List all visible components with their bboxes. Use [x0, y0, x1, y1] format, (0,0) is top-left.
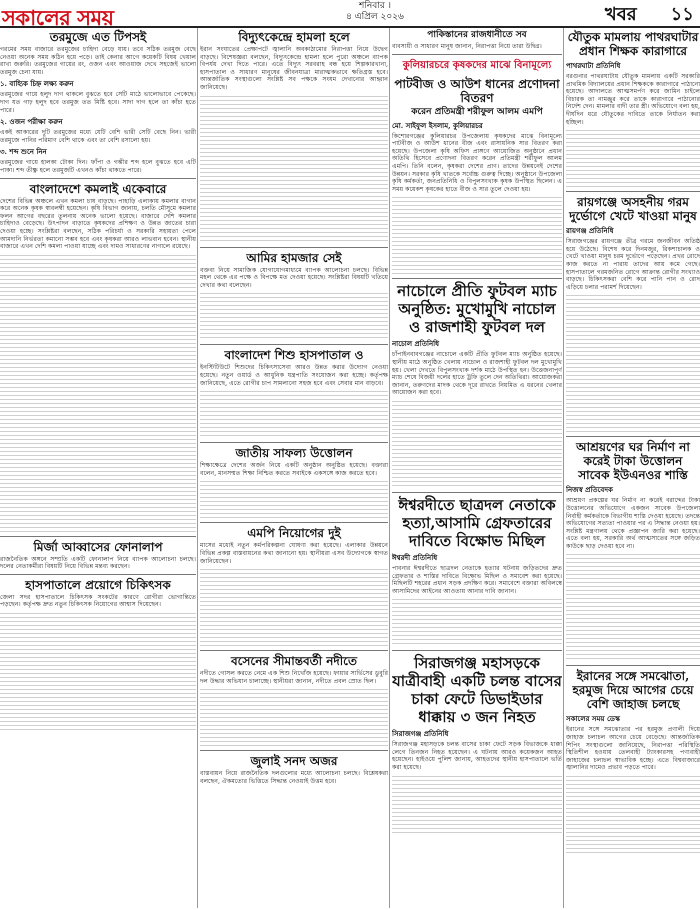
- dateline-date: ৪ এপ্রিল ২০২৬: [346, 12, 404, 22]
- article-body: দেশের বিভিন্ন অঞ্চলে এখন কমলা চাষ বাড়ছে। পাহাড়ি এলাকায় কমলার বাগান করে অনেক কৃষক স্বাবলম্বী হয়েছেন। কৃষি বিভাগ জানায়, চলতি মৌসুমে কমলার ফলন আগের বছরের তুলনায় অনেক ভালো হয়েছে। বাজারে দেশি কমলার চাহিদাও বেড়েছে। উৎপাদন বাড়াতে কৃষকদের প্রশিক্ষণ ও উন্নত জাতের চারা দেওয়া হচ্ছে। সংশ্লিষ্টরা বলছেন, সঠিক পরিচর্যা ও সরকারি সহায়তা পেলে আমদানি নির্ভরতা কমানো সম্ভব হবে এবং কৃষকরা আরও লাভবান হবেন। স্থানীয় বাজারে এখন দেশি কমলা পাওয়া যাচ্ছে এবং দামও সাধারণের নাগালে রয়েছে।: [0, 197, 196, 251]
- article-text-block: [566, 128, 700, 188]
- headline[interactable]: সিরাজগঞ্জ মহাসড়কে যাত্রীবাহী একটি চলন্ত বাসের চাকা ফেটে ডিভাইডার ধাক্কায় ৩ জন নিহত: [392, 654, 562, 727]
- article-body: ইরানের সঙ্গে সমঝোতার পর হরমুজ প্রণালী দিয়ে জাহাজ চলাচল আগের চেয়ে বেড়েছে। আন্তর্জাতিক শিপিং সংস্থাগুলো জানিয়েছে, নিরাপত্তা পরিস্থিতি স্থিতিশীল হওয়ায় তেলবাহী ট্যাংকারসহ পণ্যবাহী জাহাজের চলাচল স্বাভাবিক হচ্ছে। এতে বিশ্ববাজারে জ্বালানির দামেও প্রভাব পড়তে পারে।: [566, 726, 700, 772]
- article-body: একই আকারের দুটি তরমুজের মধ্যে যেটি বেশি ভারী সেটি বেছে নিন। ভারী তরমুজে পানির পরিমাণ বেশি থাকে এবং তা বেশি রসালো হয়।: [0, 129, 196, 144]
- section-label: [605, 0, 694, 31]
- article-body: নদীতে গোসল করতে নেমে এক শিশু নিখোঁজ হয়েছে। ফায়ার সার্ভিসের ডুবুরি দল উদ্ধার অভিযান চালাচ্ছে। স্থানীয়রা জানান, নদীতে প্রবল স্রোত ছিল।: [200, 670, 388, 685]
- column-4: [566, 28, 700, 908]
- article-body: কিশোরগঞ্জের কুলিয়ারচর উপজেলায় কৃষকদের মাঝে বিনামূল্যে পাটবীজ ও আউশ ধানের বীজ এবং রাসায়নিক সার বিতরণ করা হয়েছে। উপজেলা কৃষি অফিস প্রাঙ্গণে আয়োজিত অনুষ্ঠানে প্রধান অতিথি হিসেবে প্রণোদনা বিতরণ করেন প্রতিমন্ত্রী শরীফুল আলম এমপি। তিনি বলেন, কৃষকরা দেশের প্রাণ। তাদের উন্নয়নেই দেশের উন্নয়ন। সরকার কৃষি খাতকে সর্বোচ্চ গুরুত্ব দিচ্ছে। অনুষ্ঠানে উপজেলা কৃষি কর্মকর্তা, জনপ্রতিনিধি ও বিপুলসংখ্যক কৃষক উপস্থিত ছিলেন। এ সময় কয়েকশ কৃষকের হাতে বীজ ও সার তুলে দেওয়া হয়।: [392, 132, 562, 193]
- article-text-block: [200, 567, 388, 647]
- article-text-block: [392, 399, 562, 489]
- newspaper-logo: সকালের সময়: [2, 5, 114, 30]
- subhead: ৩. শব্দ শুনে নিন: [0, 147, 47, 157]
- article-body: জেলা সদর হাসপাতালে চিকিৎসক সংকটের কারণে রোগীরা ভোগান্তিতে পড়ছেন। কর্তৃপক্ষ দ্রুত নতুন চিকিৎসক নিয়োগের আশ্বাস দিয়েছেন।: [0, 593, 196, 609]
- headline[interactable]: হাসপাতালে প্রয়োগে চিকিৎসক: [25, 577, 171, 592]
- byline: সকালের সময় ডেস্ক: [566, 714, 620, 724]
- headline[interactable]: বিদ্যুৎকেন্দ্রে হামলা হলে: [238, 30, 350, 44]
- byline: নাচোল প্রতিনিধি: [392, 339, 440, 349]
- byline: ঈশ্বরদী প্রতিনিধি: [392, 552, 438, 562]
- column-rule: [389, 28, 390, 908]
- article-text-block: [200, 687, 388, 747]
- article-body: ইনস্টিটিউটে শিশুদের চিকিৎসাসেবা আরও উন্নত করার উদ্যোগ নেওয়া হয়েছে। নতুন ওয়ার্ড ও আধুনিক যন্ত্রপাতি সংযোজন করা হচ্ছে। কর্তৃপক্ষ জানিয়েছে, এতে রোগীর চাপ সামলানো সহজ হবে এবং সেবার মান বাড়বে।: [200, 364, 388, 387]
- column-1: [0, 28, 196, 908]
- masthead: [0, 0, 700, 28]
- article-text-block: [566, 293, 700, 433]
- article-body: সিরাজগঞ্জের রায়গঞ্জে তীব্র গরমে জনজীবন অতিষ্ঠ হয়ে উঠেছে। বিশেষ করে দিনমজুর, রিকশাচালক ও খেটে খাওয়া মানুষ চরম দুর্ভোগে পড়েছেন। প্রখর রোদে কাজ করতে না পারায় তাদের আয় কমে গেছে। হাসপাতালে গরমজনিত রোগে আক্রান্ত রোগীর সংখ্যাও বাড়ছে। চিকিৎসকরা বেশি করে পানি পান ও রোদ এড়িয়ে চলার পরামর্শ দিয়েছেন।: [566, 238, 700, 291]
- headline[interactable]: বাংলাদেশ শিশু হাসপাতাল ও: [224, 348, 364, 363]
- headline[interactable]: জুলাই সনদ অজর: [250, 754, 338, 769]
- byline: নিজস্ব প্রতিবেদক: [566, 485, 613, 495]
- article-body: তরমুজের গায়ে হালকা টোকা দিন। ফাঁপা ও গম্ভীর শব্দ হলে বুঝতে হবে এটি পাকা। শব্দ তীক্ষ্ণ হলে তরমুজটি এখনও কাঁচা থাকতে পারে।: [0, 159, 196, 174]
- article-body: গরমের সময় বাজারে তরমুজের চাহিদা বেড়ে যায়। তবে সঠিক তরমুজ বেছে নেওয়া অনেক সময় কঠিন হয়ে পড়ে। তাই কেনার আগে কয়েকটি বিষয় খেয়াল রাখা জরুরি। তরমুজের গায়ের রং, ওজন এবং আওয়াজ দেখে সহজেই ভালো তরমুজ চেনা যায়।: [0, 46, 196, 76]
- page-number: ১১: [670, 4, 694, 25]
- article-body: মাসের মধ্যেই নতুন কর্মপরিকল্পনা ঘোষণা করা হয়েছে। এলাকার উন্নয়নে বিভিন্ন প্রকল্প বাস্তবায়নের কথা জানানো হয়। স্থানীয়রা এসব উদ্যোগকে স্বাগত জানিয়েছেন।: [200, 542, 388, 565]
- headline[interactable]: এমপি নিয়োগের দুই: [247, 526, 341, 541]
- article-text-block: [566, 552, 700, 662]
- byline: রায়গঞ্জ প্রতিনিধি: [566, 226, 614, 236]
- article-text-block: [0, 611, 196, 731]
- article-text-block: [200, 94, 388, 244]
- article-body: তরমুজের গায়ে হলুদ দাগ থাকলে বুঝতে হবে সেটি মাঠে ভালোভাবে পেকেছে। দাগ যত গাঢ় হলুদ হবে তরমুজ তত মিষ্টি হবে। সাদা দাগ হলে তা কাঁচা হতে পারে।: [0, 91, 196, 114]
- article-body: বাস্তবায়ন নিয়ে রাজনৈতিক দলগুলোর মধ্যে আলোচনা চলছে। বিশ্লেষকরা বলছেন, ঐকমত্যের ভিত্তিতে সিদ্ধান্ত নেওয়াই উত্তম হবে।: [200, 770, 388, 785]
- article-text-block: [392, 774, 562, 834]
- article-body: বক্তব্য নিয়ে সামাজিক যোগাযোগমাধ্যমে ব্যাপক আলোচনা চলছে। বিভিন্ন মহল থেকে এর পক্ষে ও বিপক্ষে মত দেওয়া হয়েছে। সংশ্লিষ্টরা বিষয়টি খতিয়ে দেখার কথা বলেছেন।: [200, 266, 388, 289]
- headline[interactable]: বাংলাদেশে কমলাই একেবারে: [29, 181, 167, 196]
- article-body: বরগুনার পাথরঘাটায় যৌতুক মামলায় একটি সরকারি প্রাথমিক বিদ্যালয়ের প্রধান শিক্ষককে কারাগারে পাঠানো হয়েছে। আদালতে আত্মসমর্পণ করে জামিন চাইলে বিচারক তা নামঞ্জুর করে তাকে কারাগারে পাঠানোর নির্দেশ দেন। মামলার বাদী তার স্ত্রী। অভিযোগে বলা হয়, দীর্ঘদিন ধরে যৌতুকের দাবিতে তাকে নির্যাতন করা হচ্ছিল।: [566, 73, 700, 126]
- section-name: খবর: [604, 4, 637, 25]
- article-text-block: [0, 253, 196, 533]
- article-body: ইরান সংঘাতের প্রেক্ষাপটে জ্বালানি অবকাঠামোর নিরাপত্তা নিয়ে উদ্বেগ বাড়ছে। বিশেষজ্ঞরা বলছেন, বিদ্যুৎকেন্দ্রে হামলা হলে পুরো অঞ্চলে ব্যাপক বিপর্যয় দেখা দিতে পারে। এতে বিদ্যুৎ সরবরাহ বন্ধ হয়ে শিল্পকারখানা, হাসপাতাল ও সাধারণ মানুষের জীবনযাত্রা মারাত্মকভাবে ক্ষতিগ্রস্ত হবে। আন্তর্জাতিক সংস্থাগুলো সংশ্লিষ্ট সব পক্ষকে সংযম দেখানোর আহ্বান জানিয়েছে।: [200, 46, 388, 91]
- article-text-block: [200, 479, 388, 519]
- dateline: [330, 1, 420, 23]
- headline[interactable]: বসেনের সীমান্তবর্তী নদীতে: [231, 654, 357, 669]
- headline[interactable]: রায়গঞ্জে অসহনীয় গরম দুর্ভোগে খেটে খাওয়া মানুষ: [569, 195, 697, 224]
- byline: পাথরঘাটা প্রতিনিধি: [566, 61, 621, 70]
- article-text-block: [566, 774, 700, 854]
- headline-sub: করেন প্রতিমন্ত্রী শরীফুল আলম এমপি: [411, 106, 543, 117]
- headline[interactable]: আশ্রয়ণের ঘর নির্মাণ না করেই টাকা উত্তোলন সাবেক ইউএনওর শাস্তি: [576, 440, 690, 483]
- headline[interactable]: পাটবীজ ও আউশ ধানের প্রণোদনা বিতরণ: [394, 76, 560, 105]
- headline[interactable]: ইরানের সঙ্গে সমঝোতা, হরমুজ দিয়ে আগের চেয়ে বেশি জাহাজ চলছে: [572, 669, 694, 712]
- article-body: আশ্রয়ণ প্রকল্পের ঘর নির্মাণ না করেই বরাদ্দের টাকা উত্তোলনের অভিযোগে একজন সাবেক উপজেলা নির্বাহী কর্মকর্তাকে বিভাগীয় শাস্তি দেওয়া হয়েছে। তদন্তে অভিযোগের সত্যতা পাওয়ার পর এ সিদ্ধান্ত নেওয়া হয়। সংশ্লিষ্ট মন্ত্রণালয় থেকে প্রজ্ঞাপন জারি করা হয়েছে। এতে বলা হয়, সরকারি অর্থ আত্মসাতের সঙ্গে জড়িত কাউকে ছাড় দেওয়া হবে না।: [566, 497, 700, 550]
- article-text-block: [392, 597, 562, 647]
- headline[interactable]: তরমুজে এত টিপসই: [49, 30, 147, 44]
- byline: মো. সাইফুল ইসলাম, কুলিয়ারচর: [392, 120, 483, 130]
- headline[interactable]: আমির হামজার সেই: [246, 250, 342, 265]
- column-rule: [197, 28, 198, 908]
- dateline-day: শনিবার ।: [359, 1, 391, 11]
- headline[interactable]: জাতীয় সাফল্য উত্তোলন: [235, 446, 353, 461]
- headline[interactable]: পাকিস্তানের রাজধানীতে সব: [427, 30, 527, 40]
- article-text-block: [200, 389, 388, 439]
- headline[interactable]: নাচোলে প্রীতি ফুটবল ম্যাচ অনুষ্ঠিত: মুখোমুখি নাচোল ও রাজশাহী ফুটবল দল: [397, 282, 557, 337]
- byline: সিরাজগঞ্জ প্রতিনিধি: [392, 729, 449, 739]
- column-2: [200, 28, 388, 908]
- article-text-block: [392, 195, 562, 275]
- headline[interactable]: যৌতুক মামলায় পাথরঘাটার প্রধান শিক্ষক কারাগারে: [567, 30, 699, 58]
- column-3: [392, 28, 562, 908]
- article-body: পাবনার ঈশ্বরদীতে ছাত্রদল নেতাকে হত্যার ঘটনায় জড়িতদের দ্রুত গ্রেফতার ও শাস্তির দাবিতে বিক্ষোভ মিছিল ও সমাবেশ করা হয়েছে। মিছিলটি শহরের প্রধান সড়ক প্রদক্ষিণ করে। সমাবেশে বক্তারা অবিলম্বে আসামিদের আইনের আওতায় আনার দাবি জানান।: [392, 564, 562, 595]
- article-body: চাঁপাইনবাবগঞ্জের নাচোলে একটি প্রীতি ফুটবল ম্যাচ অনুষ্ঠিত হয়েছে। স্থানীয় মাঠে অনুষ্ঠিত খেলায় নাচোল ও রাজশাহী ফুটবল দল মুখোমুখি হয়। খেলা দেখতে বিপুলসংখ্যক দর্শক মাঠে উপস্থিত হন। উত্তেজনাপূর্ণ ম্যাচ শেষে বিজয়ী দলের হাতে ট্রফি তুলে দেন অতিথিরা। আয়োজকরা জানান, তরুণদের মাদক থেকে দূরে রাখতে নিয়মিত এ ধরনের খেলার আয়োজন করা হবে।: [392, 351, 562, 397]
- subhead: ২. ওজন পরীক্ষা করুন: [0, 117, 63, 127]
- column-rule: [563, 28, 564, 908]
- article-body: রাজনৈতিক অঙ্গনে সম্প্রতি একটি ফোনালাপ নিয়ে ব্যাপক আলোচনা চলছে। দলের নেতাকর্মীরা বিষয়টি নিয়ে বিভিন্ন মন্তব্য করছেন।: [0, 555, 196, 571]
- article-body: সিরাজগঞ্জ মহাসড়কে চলন্ত বাসের চাকা ফেটে সড়ক বিভাজকে ধাক্কা লেগে তিনজন নিহত হয়েছেন। এ ঘটনায় আরও কয়েকজন আহত হয়েছেন। হাইওয়ে পুলিশ জানায়, আহতদের স্থানীয় হাসপাতালে ভর্তি করা হয়েছে।: [392, 741, 562, 772]
- article-text-block: [200, 291, 388, 341]
- kicker: কুলিয়ারচরে কৃষকদের মাঝে বিনামূল্যে: [402, 59, 552, 71]
- article-body: শিক্ষাক্ষেত্রে দেশের অর্জন নিয়ে একটি অনুষ্ঠান অনুষ্ঠিত হয়েছে। বক্তারা বলেন, মানসম্মত শিক্ষা নিশ্চিত করতে সবাইকে একসঙ্গে কাজ করতে হবে।: [200, 462, 388, 477]
- headline[interactable]: মির্জা আব্বাসের ফোনালাপ: [33, 539, 163, 554]
- article-body: ব্যবসায়ী ও সাধারণ মানুষ জানান, নিরাপত্তা নিয়ে তারা উদ্বিগ্ন।: [392, 43, 542, 50]
- subhead: ১. বাহ্যিক চিহ্ন লক্ষ্য করুন: [0, 79, 74, 89]
- headline[interactable]: ঈশ্বরদীতে ছাত্রদল নেতাকে হত্যা,আসামি গ্রেফতারের দাবিতে বিক্ষোভ মিছিল: [398, 495, 556, 550]
